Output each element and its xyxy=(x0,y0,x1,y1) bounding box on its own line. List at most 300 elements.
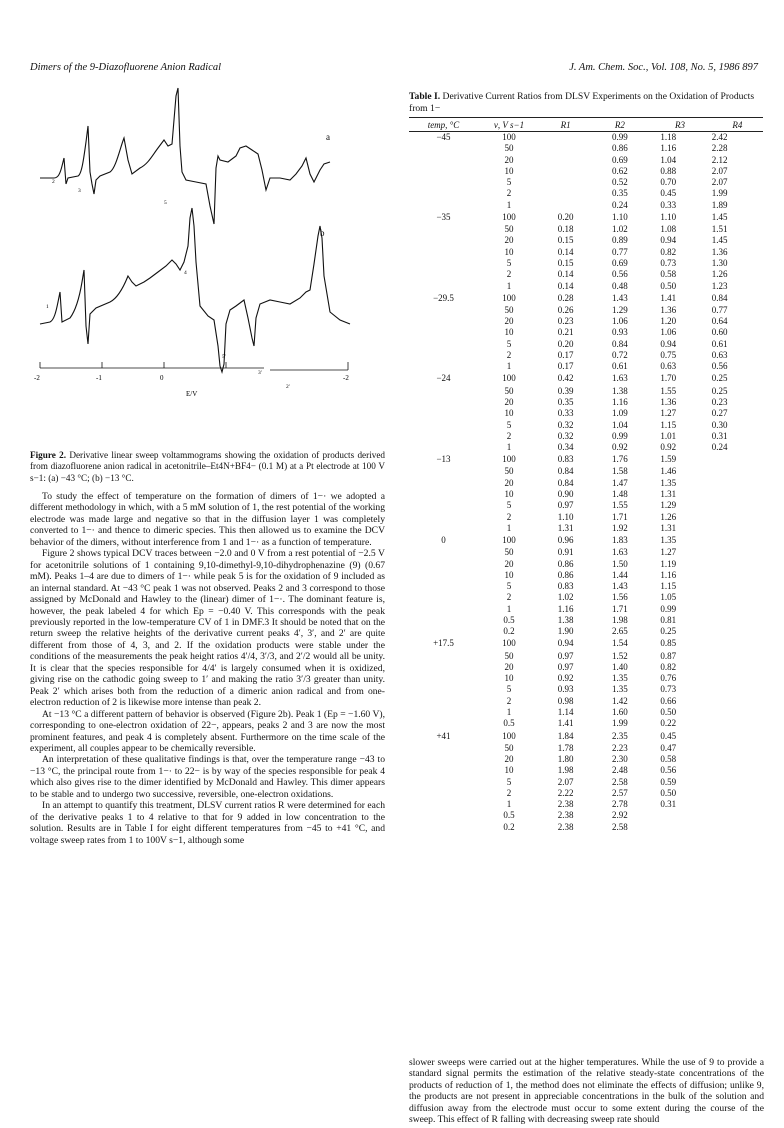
table-cell: 1.41 xyxy=(660,292,677,303)
table-cell: 20 xyxy=(504,477,514,488)
table-cell: 1.20 xyxy=(660,316,677,327)
table-cell: 0.2 xyxy=(503,626,515,637)
table-row xyxy=(409,662,763,673)
table-cell: 1.50 xyxy=(611,558,628,569)
table-cell: 0.92 xyxy=(557,673,574,684)
table-cell: 0.23 xyxy=(557,316,574,327)
header-r2: R2 xyxy=(591,118,648,132)
table-cell: 0.87 xyxy=(660,650,677,661)
table-row xyxy=(409,673,763,684)
table-cell: 0.24 xyxy=(611,199,628,210)
table-cell: 1.35 xyxy=(611,673,628,684)
cell-temp xyxy=(409,489,478,500)
table-cell: 0.92 xyxy=(660,442,677,453)
table-cell: 50 xyxy=(504,143,514,154)
table-row xyxy=(409,200,763,211)
table-cell: 0.15 xyxy=(557,257,574,268)
table-row xyxy=(409,373,763,386)
table-cell xyxy=(712,638,763,651)
table-cell: 0.94 xyxy=(557,638,574,649)
paragraph: In an attempt to quantify this treatment, DLSV current ratios R were determined for each of the derivative peaks 1 to 4 relative to that for 9 added in low concentration to the solution. Results are in Table I for eight different temperatures from −45 to +41 °C, and voltage sweep rates from 1 to 100V s−1, although some xyxy=(30,800,385,846)
cell-temp xyxy=(409,466,478,477)
table-cell: 1.76 xyxy=(611,454,628,465)
table-cell: 1.54 xyxy=(611,638,628,649)
cell-temp xyxy=(409,408,478,419)
cell-temp xyxy=(409,604,478,615)
table-row xyxy=(409,177,763,188)
table-cell: 0.35 xyxy=(557,396,574,407)
table-row xyxy=(409,638,763,651)
running-header-left: Dimers of the 9-Diazofluorene Anion Radical xyxy=(30,62,222,73)
cell-temp xyxy=(409,684,478,695)
table-cell: 10 xyxy=(504,246,514,257)
cell-temp xyxy=(409,673,478,684)
cell-temp xyxy=(409,431,478,442)
table-cell: 0.98 xyxy=(557,695,574,706)
table-cell: 0.47 xyxy=(660,742,677,753)
table-cell: 2 xyxy=(506,787,512,798)
table-row xyxy=(409,730,763,743)
table-cell: 1.41 xyxy=(557,718,574,729)
cell-temp xyxy=(409,743,478,754)
table-cell: 100 xyxy=(502,535,516,546)
table-row xyxy=(409,523,763,534)
trace-label-a: a xyxy=(326,132,330,142)
table-cell: 1.70 xyxy=(660,373,677,384)
table-cell xyxy=(540,155,591,166)
peak-label-b-5p: 5' xyxy=(222,354,226,360)
paragraph: To study the effect of temperature on the formation of dimers of 1−· we adopted a different methodology in which, with a 5 mM solution of 1, the rest potential of the working electrode was made large and negative so that in the diffusion layer 1 was completely converted to 1−· and thence to dimeric species. This then allowed us to examine the DCV behavior of the dimers, without interference from 1 and 1−· as a function of temperature. xyxy=(30,491,385,548)
caption-text: Derivative linear sweep voltammograms showing the oxidation of products derived from diazofluorene anion radical in acetonitrile–Et4N+BF4− (0.1 M) at a Pt electrode at 100 V s−1: (a) −43 °C; (b) −13 °C. xyxy=(30,450,386,483)
table-row xyxy=(409,408,763,419)
table-cell: 100 xyxy=(502,730,516,741)
table-cell xyxy=(712,707,763,718)
table-cell: 1.63 xyxy=(611,373,628,384)
table-cell: 1.31 xyxy=(660,522,677,533)
table-cell: 0.84 xyxy=(711,292,728,303)
table-row xyxy=(409,489,763,500)
table-cell: 1.42 xyxy=(611,695,628,706)
table-cell: 0.92 xyxy=(611,442,628,453)
table-cell: 1.16 xyxy=(660,569,677,580)
table-caption: Derivative Current Ratios from DLSV Experiments on the Oxidation of Products from 1− xyxy=(409,91,755,114)
table-cell: 0.70 xyxy=(660,177,677,188)
table-cell xyxy=(712,718,763,729)
table-cell: 1.04 xyxy=(660,154,677,165)
table-cell: 1.02 xyxy=(557,592,574,603)
table-cell: 2.58 xyxy=(611,821,628,832)
table-cell: 20 xyxy=(504,661,514,672)
table-cell: 0.56 xyxy=(711,361,728,372)
table-cell: 1 xyxy=(506,799,512,810)
header-temp: temp, °C xyxy=(409,118,478,132)
table-title xyxy=(409,91,759,114)
table-cell xyxy=(712,730,763,743)
table-cell: 0.30 xyxy=(711,419,728,430)
cell-temp xyxy=(409,799,478,810)
table-cell: 1 xyxy=(506,522,512,533)
table-cell: 0.2 xyxy=(503,821,515,832)
table-cell: 0.77 xyxy=(611,246,628,257)
table-cell: 5 xyxy=(506,419,512,430)
table-cell xyxy=(712,615,763,626)
table-cell: 10 xyxy=(504,569,514,580)
table-cell: 1.38 xyxy=(557,614,574,625)
table-cell: 1.38 xyxy=(611,385,628,396)
table-row xyxy=(409,512,763,523)
table-row xyxy=(409,592,763,603)
table-cell: 1.04 xyxy=(611,419,628,430)
table-cell: 50 xyxy=(504,547,514,558)
table-cell: 1.90 xyxy=(557,626,574,637)
table-cell: 0.97 xyxy=(557,650,574,661)
table-cell: 1.56 xyxy=(611,592,628,603)
table-row xyxy=(409,570,763,581)
table-cell: 1.83 xyxy=(611,535,628,546)
table-cell: 1.60 xyxy=(611,707,628,718)
table-cell xyxy=(712,743,763,754)
cell-temp xyxy=(409,547,478,558)
table-cell: 1.40 xyxy=(611,661,628,672)
table-cell xyxy=(712,626,763,637)
table-cell: 0.86 xyxy=(611,143,628,154)
table-cell: 10 xyxy=(504,673,514,684)
table-cell: 2.58 xyxy=(611,776,628,787)
table-cell: 2.78 xyxy=(611,799,628,810)
table-row xyxy=(409,500,763,511)
table-cell: 1.16 xyxy=(611,396,628,407)
cell-temp xyxy=(409,361,478,372)
cell-temp: +41 xyxy=(436,730,451,741)
table-cell: 1.29 xyxy=(660,500,677,511)
table-cell: 10 xyxy=(504,765,514,776)
table-cell: 2.48 xyxy=(611,765,628,776)
table-cell: 0.17 xyxy=(557,350,574,361)
table-row xyxy=(409,361,763,372)
cell-temp xyxy=(409,626,478,637)
table-cell: 1.35 xyxy=(611,684,628,695)
body-text-right xyxy=(409,1057,764,1126)
table-cell: 1.31 xyxy=(660,489,677,500)
table-cell: 0.63 xyxy=(660,361,677,372)
cell-temp xyxy=(409,442,478,453)
cell-temp xyxy=(409,420,478,431)
table-cell: 1.15 xyxy=(660,419,677,430)
table-row xyxy=(409,386,763,397)
table-cell xyxy=(712,673,763,684)
table-row xyxy=(409,788,763,799)
table-cell: 1.52 xyxy=(611,650,628,661)
table-cell: 0.17 xyxy=(557,361,574,372)
table-row xyxy=(409,305,763,316)
table-cell: 1.55 xyxy=(611,500,628,511)
table-cell: 0.50 xyxy=(660,787,677,798)
table-cell: 0.82 xyxy=(660,246,677,257)
table-cell: 0.42 xyxy=(557,373,574,384)
x-tick-label: -2 xyxy=(34,374,40,382)
table-cell: 2 xyxy=(506,430,512,441)
table-cell xyxy=(712,765,763,776)
cell-temp xyxy=(409,615,478,626)
table-cell: 0.72 xyxy=(611,350,628,361)
table-cell: 50 xyxy=(504,385,514,396)
table-cell xyxy=(712,547,763,558)
table-cell: 1.59 xyxy=(660,454,677,465)
table-row xyxy=(409,316,763,327)
table-row xyxy=(409,777,763,788)
cell-temp xyxy=(409,188,478,199)
table-cell: 1.45 xyxy=(711,211,728,222)
table-cell: 1 xyxy=(506,280,512,291)
cell-temp xyxy=(409,788,478,799)
table-cell: 0.84 xyxy=(557,466,574,477)
table-cell xyxy=(712,570,763,581)
header-r4: R4 xyxy=(712,118,763,132)
table-cell: 1.23 xyxy=(711,280,728,291)
table-cell: 0.94 xyxy=(660,235,677,246)
peak-label-b-3p: 3' xyxy=(258,370,262,376)
table-row xyxy=(409,188,763,199)
table-cell: 1.05 xyxy=(660,592,677,603)
table-cell: 0.96 xyxy=(557,535,574,546)
cell-temp xyxy=(409,581,478,592)
table-cell xyxy=(712,696,763,707)
running-header-right: J. Am. Chem. Soc., Vol. 108, No. 5, 1986 897 xyxy=(569,62,758,73)
table-cell: 0.66 xyxy=(660,695,677,706)
cell-temp xyxy=(409,247,478,258)
table-cell: 1.80 xyxy=(557,753,574,764)
table-cell: 0.32 xyxy=(557,430,574,441)
table-cell: 0.82 xyxy=(660,661,677,672)
table-cell xyxy=(712,810,763,821)
table-cell xyxy=(712,523,763,534)
table-cell xyxy=(712,777,763,788)
table-cell: 0.73 xyxy=(660,257,677,268)
table-cell: 2 xyxy=(506,269,512,280)
cell-temp: 0 xyxy=(441,535,446,546)
table-cell: 1.06 xyxy=(611,316,628,327)
table-cell: 0.22 xyxy=(660,718,677,729)
table-cell: 0.24 xyxy=(711,442,728,453)
cell-temp xyxy=(409,305,478,316)
table-cell: 2 xyxy=(506,350,512,361)
table-cell: 5 xyxy=(506,684,512,695)
peak-label-b-2p: 2' xyxy=(286,384,290,390)
table-cell: 0.28 xyxy=(557,292,574,303)
table-cell: 1.27 xyxy=(660,547,677,558)
table-cell: 0.56 xyxy=(611,269,628,280)
table-cell: 0.93 xyxy=(557,684,574,695)
table-cell: 1.89 xyxy=(711,199,728,210)
table-cell: 1.09 xyxy=(611,408,628,419)
cell-temp xyxy=(409,166,478,177)
table-cell xyxy=(540,200,591,211)
table-cell xyxy=(712,604,763,615)
table-row xyxy=(409,604,763,615)
table-cell xyxy=(712,478,763,489)
trace-label-b: b xyxy=(320,228,325,238)
peak-label-a-5: 5 xyxy=(164,200,167,206)
cell-temp xyxy=(409,478,478,489)
table-cell: 0.88 xyxy=(660,165,677,176)
table-cell: 20 xyxy=(504,396,514,407)
table-cell xyxy=(712,788,763,799)
table-body xyxy=(409,132,763,834)
table-cell: 0.52 xyxy=(611,177,628,188)
table-cell: 2.30 xyxy=(611,753,628,764)
table-cell: 1 xyxy=(506,361,512,372)
table-cell: 2.38 xyxy=(557,821,574,832)
table-cell: 2.38 xyxy=(557,810,574,821)
paragraph: Figure 2 shows typical DCV traces between −2.0 and 0 V from a rest potential of −2.5 V for acetonitrile solutions of 1 containing 9,10-dimethyl-9,10-dihydrophenazine (9) (0.67 mM). Peaks 1–4 are due to dimers of 1−· while peak 5 is for the oxidation of 9 included as an internal standard. At −43 °C peak 1 was not observed. Peaks 2 and 3 correspond to those assigned by McDonald and Hawley to the (linear) dimer of 1−·. The dominant feature is, however, the peak labeled 4 for which Ep = −0.40 V. This corresponds with the peak previously reported in the low-temperature CV of 1 in DMF.3 It should be noted that on the return sweep the relative heights of the derivative current peaks 4′, 3′, and 2′ are quite different from those of 4, 3, and 2. If the oxidation products were stable under the conditions of the measurements the peak height ratios 4′/4, 3′/3, and 2′/2 would all be unity. It is clear that the species responsible for 4/4′ is largely consumed when it is oxidized, giving rise on the cathodic going sweep to 1′ and making the ratio 3′/3 greater than unity. Peak 2′ which arises both from the reduction of a dimeric anion radical and from one-electron reduction of 2 is likewise more intense than peak 2. xyxy=(30,548,385,709)
table-row xyxy=(409,166,763,177)
table-cell: 1 xyxy=(506,442,512,453)
cell-temp xyxy=(409,777,478,788)
table-cell: 50 xyxy=(504,650,514,661)
table-cell xyxy=(712,489,763,500)
table-cell: 1.48 xyxy=(611,489,628,500)
cell-temp xyxy=(409,810,478,821)
table-cell: 0.31 xyxy=(711,430,728,441)
table-cell: 0.25 xyxy=(660,626,677,637)
table-cell: 0.89 xyxy=(611,235,628,246)
table-cell xyxy=(712,799,763,810)
cell-temp xyxy=(409,512,478,523)
table-cell: 1.55 xyxy=(660,385,677,396)
table-cell xyxy=(648,822,711,833)
table-cell: 100 xyxy=(502,292,516,303)
table-cell: 2.38 xyxy=(557,799,574,810)
table-cell: 0.25 xyxy=(711,385,728,396)
cell-temp: +17.5 xyxy=(433,638,454,649)
table-cell: 50 xyxy=(504,466,514,477)
cell-temp: −35 xyxy=(436,211,451,222)
table-row xyxy=(409,431,763,442)
table-cell: 0.20 xyxy=(557,211,574,222)
table-cell: 100 xyxy=(502,373,516,384)
table-cell: 1.98 xyxy=(611,614,628,625)
table-cell: 0.25 xyxy=(711,373,728,384)
table-row xyxy=(409,547,763,558)
table-cell: 1.10 xyxy=(611,211,628,222)
table-row xyxy=(409,269,763,280)
peak-label-b-1: 1 xyxy=(46,304,49,310)
table-cell: 1.19 xyxy=(660,558,677,569)
table-row xyxy=(409,534,763,547)
table-cell: 2.35 xyxy=(611,730,628,741)
table-cell: 0.97 xyxy=(557,500,574,511)
table-label: Table I. xyxy=(409,91,441,102)
table-cell xyxy=(712,512,763,523)
table-cell: 1.47 xyxy=(611,477,628,488)
cell-temp xyxy=(409,397,478,408)
table-cell: 1.29 xyxy=(611,304,628,315)
table-cell: 2.22 xyxy=(557,787,574,798)
table-row xyxy=(409,155,763,166)
cell-temp xyxy=(409,822,478,833)
table-cell: 20 xyxy=(504,753,514,764)
table-cell: 0.93 xyxy=(611,327,628,338)
table-row xyxy=(409,235,763,246)
table-cell: 10 xyxy=(504,327,514,338)
table-row xyxy=(409,478,763,489)
cell-temp xyxy=(409,143,478,154)
table-cell: 0.64 xyxy=(711,316,728,327)
cell-temp xyxy=(409,570,478,581)
table-row xyxy=(409,350,763,361)
table-cell: 1.18 xyxy=(660,132,677,142)
table-cell: 1.15 xyxy=(660,581,677,592)
cell-temp xyxy=(409,177,478,188)
header-r1: R1 xyxy=(540,118,591,132)
table-cell xyxy=(540,143,591,154)
cell-temp xyxy=(409,707,478,718)
table-cell: 10 xyxy=(504,489,514,500)
table-cell: 1.36 xyxy=(660,304,677,315)
cell-temp xyxy=(409,386,478,397)
table-row xyxy=(409,626,763,637)
table-cell: 0.84 xyxy=(557,477,574,488)
table-cell: 1.30 xyxy=(711,257,728,268)
table-cell: 2.42 xyxy=(711,132,728,142)
cell-temp xyxy=(409,235,478,246)
table-cell xyxy=(712,534,763,547)
table-row xyxy=(409,684,763,695)
table-cell: 5 xyxy=(506,338,512,349)
table-cell: 0.5 xyxy=(503,614,515,625)
table-cell: 0.60 xyxy=(711,327,728,338)
table-cell: 0.63 xyxy=(711,350,728,361)
table-cell: 0.48 xyxy=(611,280,628,291)
header-sweep-rate: ν, V s−1 xyxy=(478,118,540,132)
table-header-row xyxy=(409,118,763,132)
table-cell xyxy=(540,132,591,144)
table-cell xyxy=(712,651,763,662)
table-row xyxy=(409,327,763,338)
table-cell: 2 xyxy=(506,695,512,706)
table-row xyxy=(409,810,763,821)
table-cell: 0.5 xyxy=(503,810,515,821)
cell-temp: −29.5 xyxy=(433,292,454,303)
table-cell: 1.02 xyxy=(611,224,628,235)
table-cell: 0.26 xyxy=(557,304,574,315)
table-cell: 0.81 xyxy=(660,614,677,625)
table-cell: 0.99 xyxy=(611,132,628,142)
table-cell: 1.06 xyxy=(660,327,677,338)
table-cell: 0.20 xyxy=(557,338,574,349)
cell-temp: −24 xyxy=(436,373,451,384)
x-tick-label: -1 xyxy=(96,374,102,382)
cell-temp xyxy=(409,316,478,327)
table-row xyxy=(409,211,763,224)
cell-temp xyxy=(409,339,478,350)
table-cell: 50 xyxy=(504,224,514,235)
table-cell: 0.69 xyxy=(611,257,628,268)
table-cell: 0.83 xyxy=(557,454,574,465)
cell-temp: −13 xyxy=(436,454,451,465)
cell-temp xyxy=(409,281,478,292)
table-cell xyxy=(712,581,763,592)
table-cell: 1.43 xyxy=(611,292,628,303)
table-cell: 1.16 xyxy=(557,603,574,614)
table-row xyxy=(409,743,763,754)
table-cell: 5 xyxy=(506,500,512,511)
cell-temp xyxy=(409,559,478,570)
cell-temp: −45 xyxy=(436,132,451,142)
table-cell: 1.27 xyxy=(660,408,677,419)
table-cell: 0.97 xyxy=(557,661,574,672)
table-cell xyxy=(712,592,763,603)
